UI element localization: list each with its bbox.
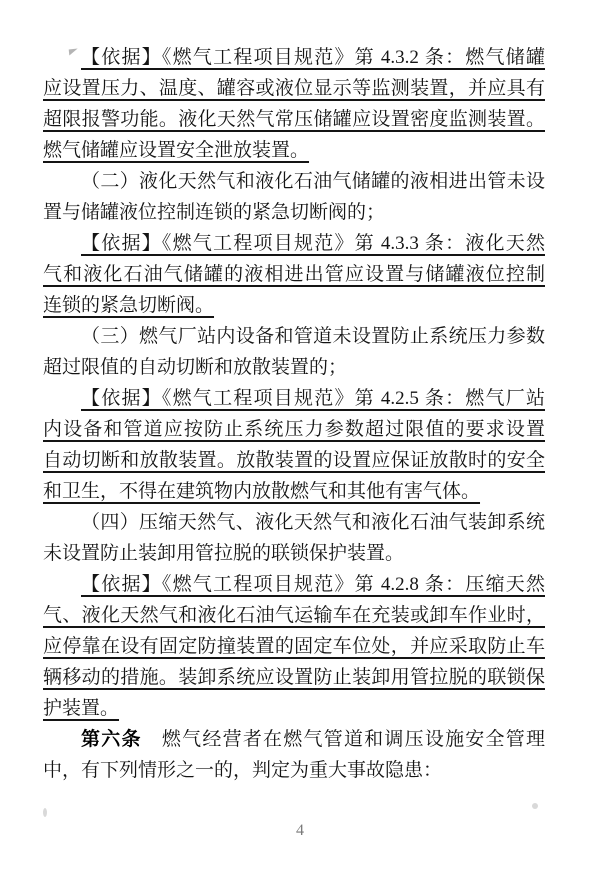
text-line: 辆移动的措施。装卸系统应设置防止装卸用管拉脱的联锁保: [43, 667, 545, 688]
scan-speck: [532, 803, 538, 809]
text-line: 燃气储罐应设置安全泄放装置。: [43, 140, 310, 161]
text-line: 气、液化天然气和液化石油气运输车在充装或卸车作业时，: [43, 605, 545, 626]
text-line: （三）燃气厂站内设备和管道未设置防止系统压力参数: [81, 326, 545, 347]
scan-speck: [43, 808, 47, 817]
paragraph-item-4: [43, 507, 545, 569]
text-line: 【依据】《燃气工程项目规范》第 4.2.5 条：燃气厂站: [81, 388, 545, 409]
text-line: 超限报警功能。液化天然气常压储罐应设置密度监测装置。: [43, 109, 545, 130]
text-line: （二）液化天然气和液化石油气储罐的液相进出管未设: [81, 171, 545, 192]
page-number: 4: [296, 822, 304, 839]
text-line: 【依据】《燃气工程项目规范》第 4.3.3 条：液化天然: [81, 233, 545, 254]
text-line: 内设备和管道应按防止系统压力参数超过限值的要求设置: [43, 419, 545, 440]
text-line: 应设置压力、温度、罐容或液位显示等监测装置，并应具有: [43, 78, 545, 99]
article-number-bold: 第六条: [81, 729, 142, 750]
text-line: [43, 724, 545, 755]
paragraph-basis-4-3-3: [43, 228, 545, 321]
text-line: 未设置防止装卸用管拉脱的联锁保护装置。: [43, 543, 405, 564]
text-line: 置与储罐液位控制连锁的紧急切断阀的；: [43, 202, 386, 223]
text-line: 护装置。: [43, 698, 120, 719]
text-line: 【依据】《燃气工程项目规范》第 4.2.8 条：压缩天然: [81, 574, 545, 595]
text-line: 中，有下列情形之一的，判定为重大事故隐患：: [43, 760, 443, 781]
text-line: 自动切断和放散装置。放散装置的设置应保证放散时的安全: [43, 450, 545, 471]
text-line: 连锁的紧急切断阀。: [43, 295, 215, 316]
text-line: 和卫生，不得在建筑物内放散燃气和其他有害气体。: [43, 481, 481, 502]
paragraph-item-2: [43, 166, 545, 228]
text-line: （四）压缩天然气、液化天然气和液化石油气装卸系统: [81, 512, 545, 533]
article-text: 燃气经营者在燃气管道和调压设施安全管理: [141, 729, 545, 750]
paragraph-basis-4-3-2: [43, 42, 545, 166]
text-line: 【依据】《燃气工程项目规范》第 4.3.2 条：燃气储罐: [81, 47, 545, 68]
paragraph-item-3: [43, 321, 545, 383]
paragraph-basis-4-2-8: [43, 569, 545, 724]
text-line: 应停靠在设有固定防撞装置的固定车位处，并应采取防止车: [43, 636, 545, 657]
text-line: 超过限值的自动切断和放散装置的；: [43, 357, 348, 378]
paragraph-article-6: [43, 724, 545, 786]
paragraph-basis-4-2-5: [43, 383, 545, 507]
text-line: 气和液化石油气储罐的液相进出管应设置与储罐液位控制: [43, 264, 545, 285]
document-body: [43, 42, 545, 786]
